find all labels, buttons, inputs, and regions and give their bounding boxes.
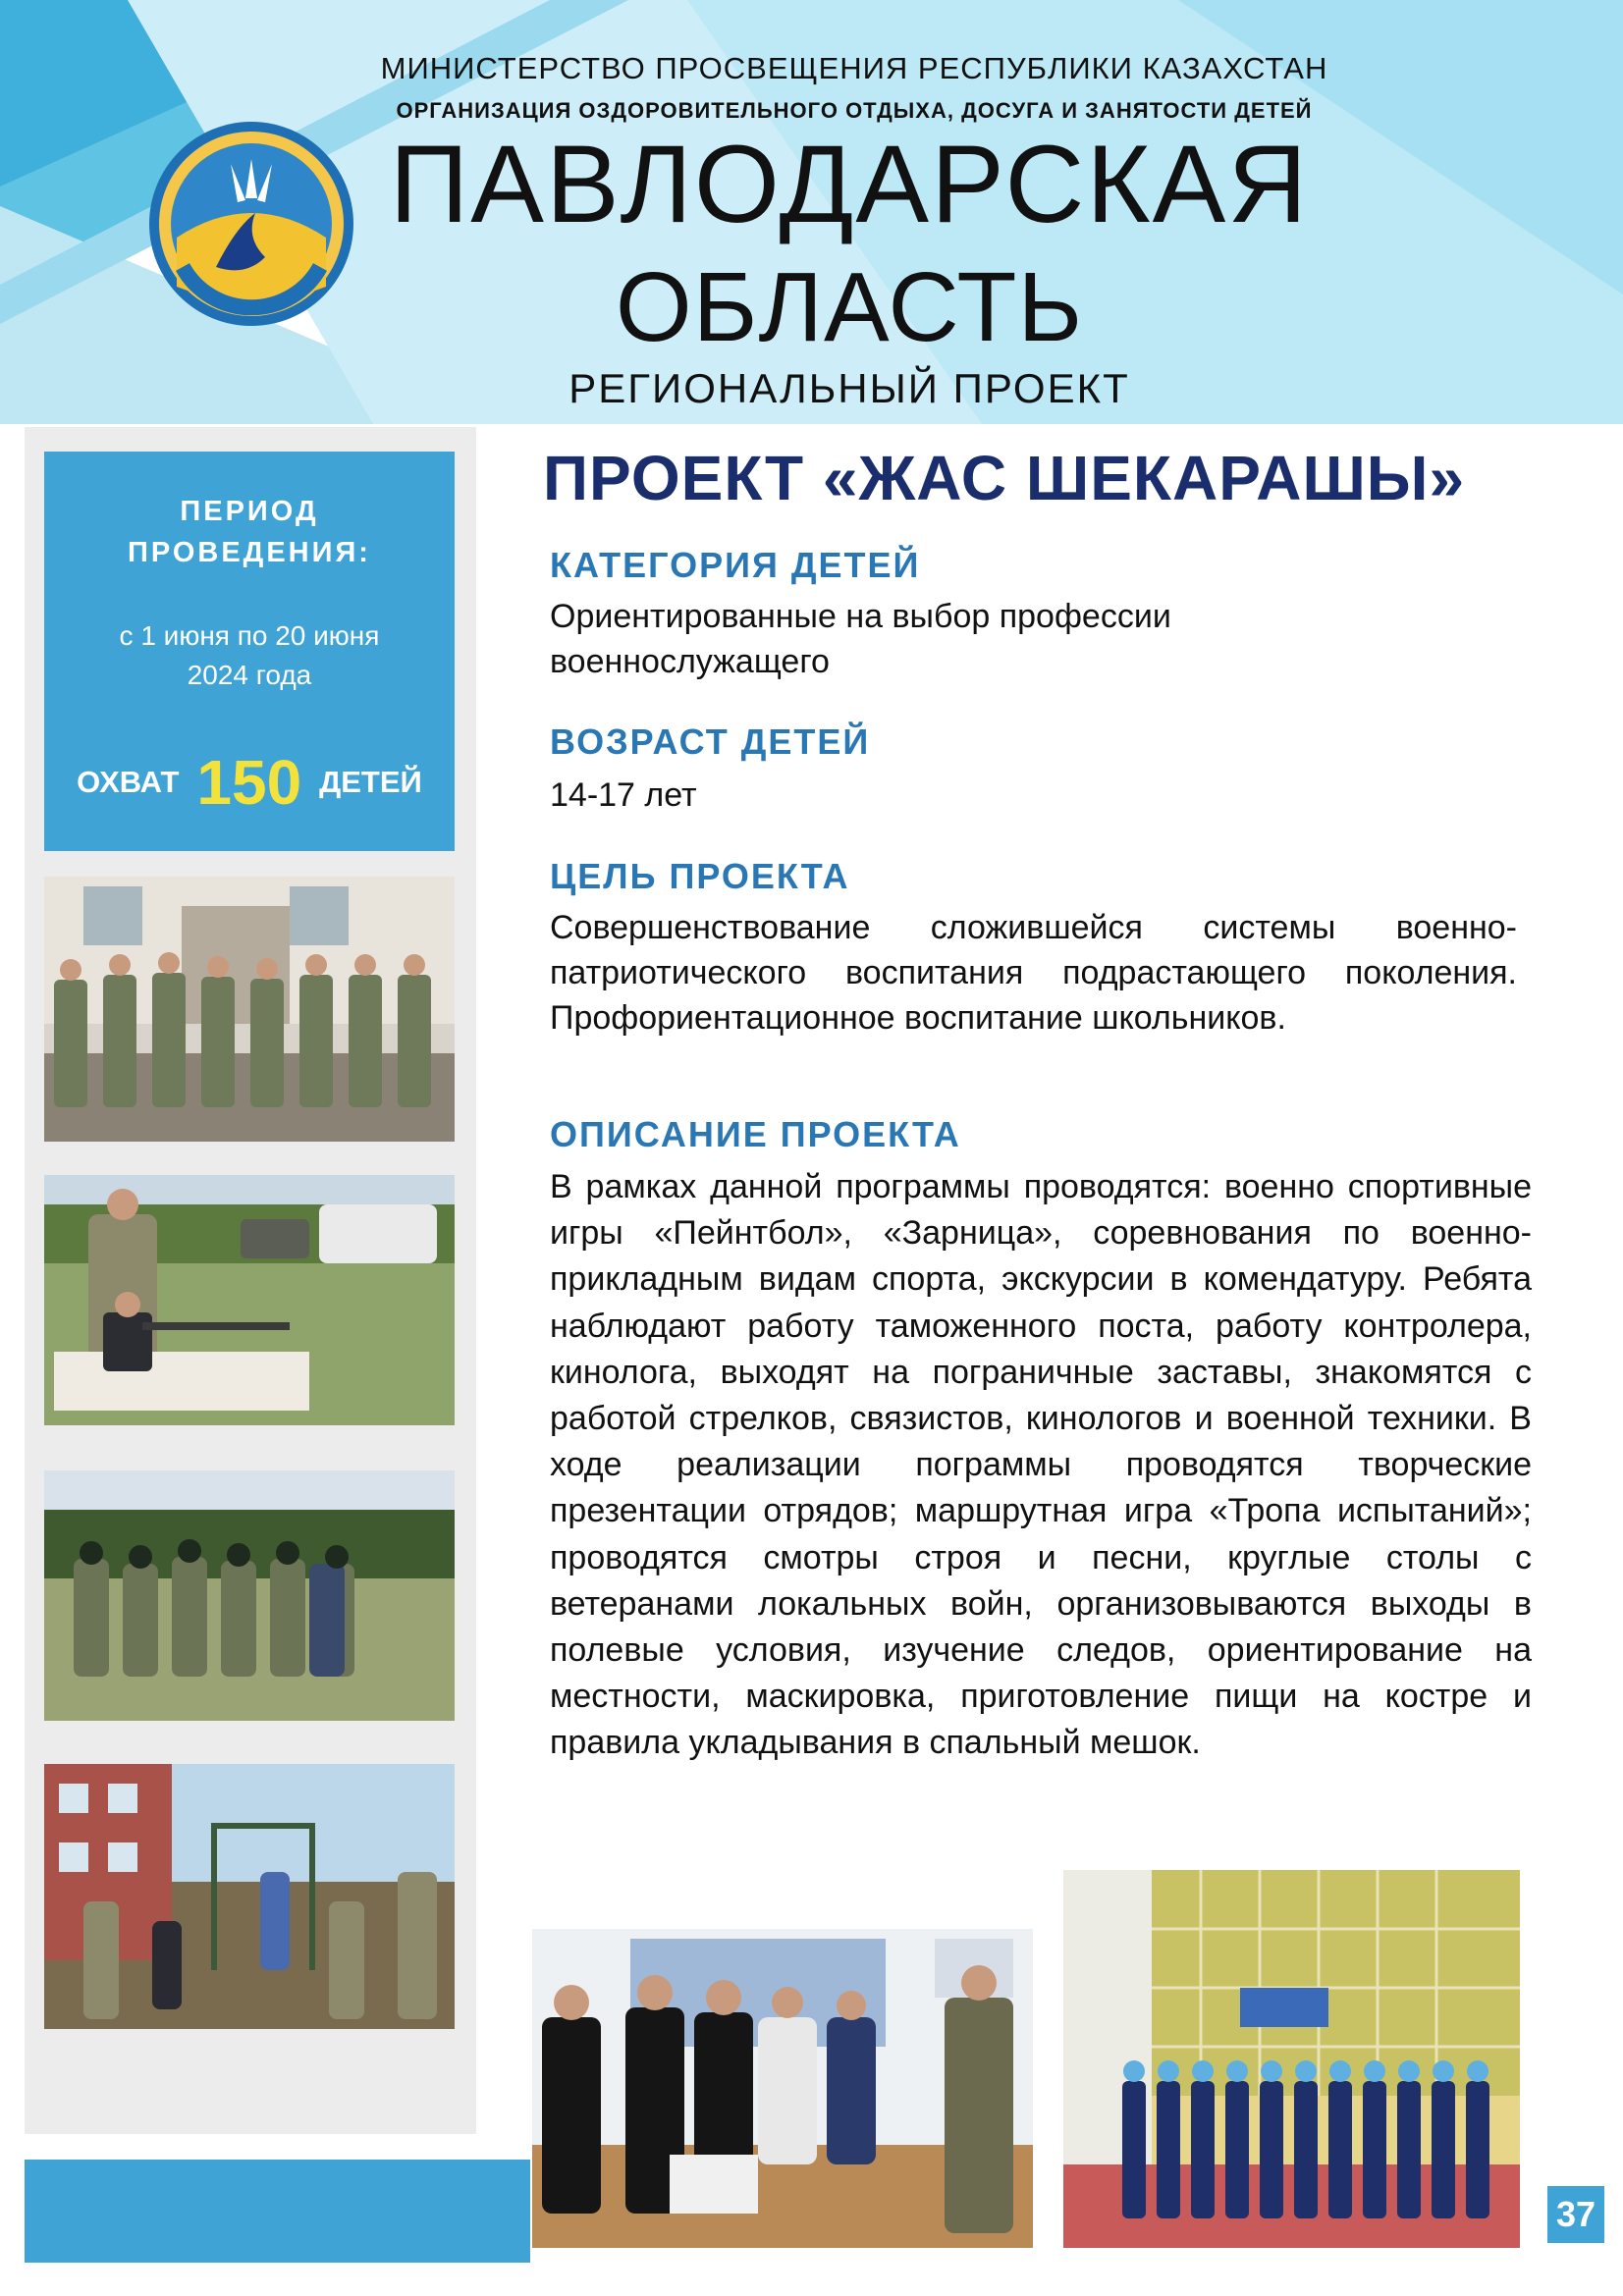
page-header	[0, 0, 1623, 424]
period-title-line1: ПЕРИОД	[180, 496, 319, 527]
category-text: Ориентированные на выбор профессии военнослужащего	[550, 598, 1171, 680]
coverage-number: 150	[196, 747, 302, 818]
ministry-name: МИНИСТЕРСТВО ПРОСВЕЩЕНИЯ РЕСПУБЛИКИ КАЗАХСТАН	[380, 51, 1328, 85]
coverage-suffix: ДЕТЕЙ	[319, 765, 422, 799]
period-title	[44, 491, 455, 573]
photo-shooting-practice	[44, 1175, 455, 1425]
coverage-prefix: ОХВАТ	[77, 765, 180, 799]
description-heading: ОПИСАНИЕ ПРОЕКТА	[550, 1114, 961, 1154]
category-heading: КАТЕГОРИЯ ДЕТЕЙ	[550, 545, 921, 585]
info-box	[44, 452, 455, 851]
region-title-line2: ОБЛАСТЬ	[615, 252, 1084, 362]
photo-cadets-formation	[44, 877, 455, 1142]
goal-text: Совершенствование сложившейся системы военно-патриотического воспитания подрастающего поколения. Профориентационное воспитание школьников.	[550, 909, 1517, 1037]
dates-line1: с 1 июня по 20 июня	[119, 620, 380, 651]
age-text: 14-17 лет	[550, 776, 697, 814]
period-title-line2: ПРОВЕДЕНИЯ:	[128, 537, 371, 568]
photo-cadets-parade	[1063, 1870, 1520, 2248]
age-heading: ВОЗРАСТ ДЕТЕЙ	[550, 721, 871, 762]
goal-heading: ЦЕЛЬ ПРОЕКТА	[550, 856, 850, 896]
coverage	[44, 746, 455, 819]
period-dates	[64, 616, 435, 695]
footer-band	[25, 2160, 530, 2263]
organization-name: ОРГАНИЗАЦИЯ ОЗДОРОВИТЕЛЬНОГО ОТДЫХА, ДОСУГА И ЗАНЯТОСТИ ДЕТЕЙ	[396, 98, 1313, 123]
pavlodar-emblem-icon	[147, 120, 355, 328]
region-title-line1: ПАВЛОДАРСКАЯ	[389, 123, 1310, 245]
photo-paintball-team	[44, 1470, 455, 1721]
project-title: ПРОЕКТ «ЖАС ШЕКАРАШЫ»	[543, 443, 1466, 513]
description-text: В рамках данной программы проводятся: военно спортивные игры «Пейнтбол», «Зарница», соревнования по военно-прикладным видам спорта, экскурсии в комендатуру. Ребята наблюдают работу таможенного поста, работу контролера, кинолога, выходят на пограничные заставы, знакомятся с работой стрелков, связистов, кинологов и военной техники. В ходе реализации пограммы проводятся творческие презентации отрядов; маршрутная игра «Тропа испытаний»; проводятся смотры строя и песни, круглые столы с ветеранами локальных войн, организовываются выходы в полевые условия, изучение следов, ориентирование на местности, маскировка, приготовление пищи на костре и правила укладывания в спальный мешок.	[550, 1168, 1532, 1762]
page-number: 37	[1547, 2186, 1604, 2243]
project-type: РЕГИОНАЛЬНЫЙ ПРОЕКТ	[568, 365, 1130, 411]
photo-classroom-visit	[532, 1870, 1033, 2248]
dates-line2: 2024 года	[187, 660, 312, 690]
photo-sports-ground	[44, 1764, 455, 2029]
